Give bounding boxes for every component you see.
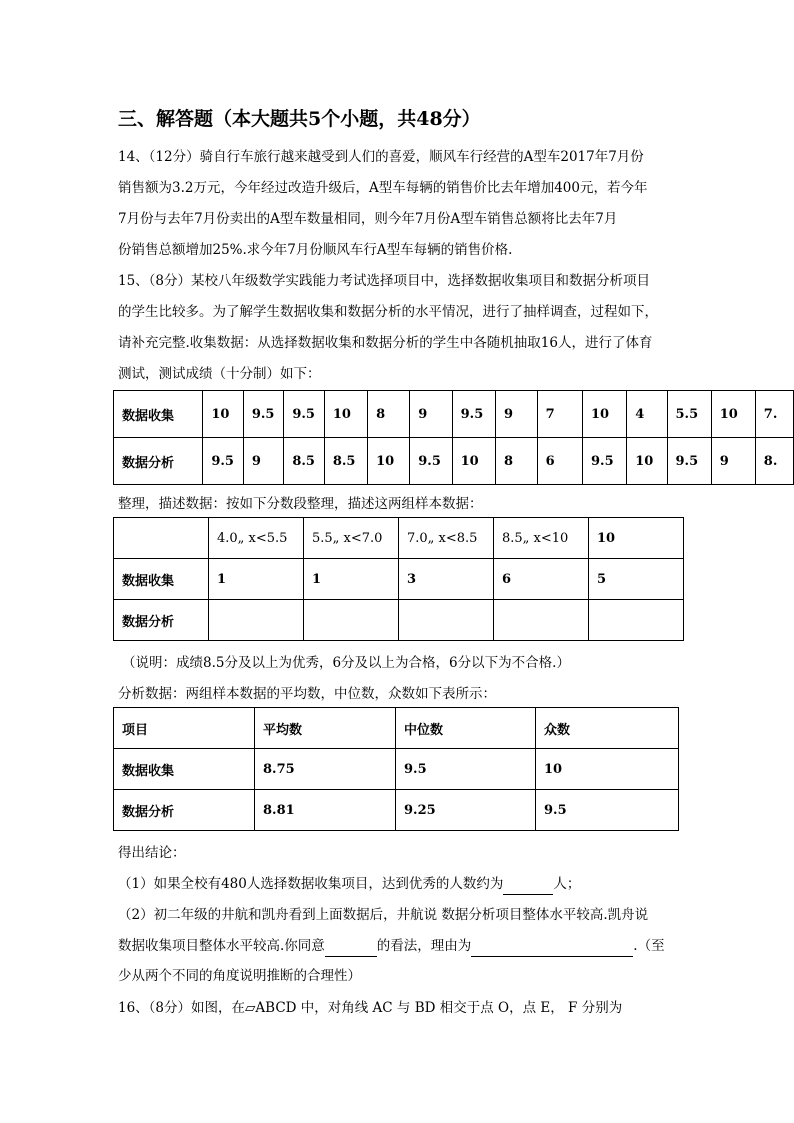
- table-row: [114, 600, 684, 641]
- column-header: 5.5„ x<7.0: [304, 518, 399, 559]
- q15-line: 测试，测试成绩（十分制）如下：: [118, 366, 321, 382]
- analysis-text: 分析数据：两组样本数据的平均数，中位数，众数如下表所示：: [118, 686, 496, 702]
- table-row: [114, 391, 794, 438]
- q14-line: 销售额为3.2万元，今年经过改造升级后，A型车每辆的销售价比去年增加400元，若今年: [118, 180, 648, 196]
- table-cell: 4: [627, 391, 667, 438]
- q14-line: 份销售总额增加25%.求今年7月份顺风车行A型车每辆的销售价格.: [118, 242, 513, 258]
- table-cell: 9.5: [667, 438, 711, 485]
- table-cell[interactable]: [589, 600, 684, 641]
- conclusion-title: 得出结论：: [118, 845, 186, 861]
- table-cell: 数据收集: [114, 749, 255, 790]
- table-cell: 8.75: [255, 749, 396, 790]
- column-header: 中位数: [396, 708, 536, 749]
- row-label: 数据收集: [114, 391, 203, 438]
- table-cell: 10: [452, 438, 495, 485]
- conclusion-2-line1: （2）初二年级的井航和凯舟看到上面数据后，井航说 数据分析项目整体水平较高.凯舟说: [118, 907, 649, 923]
- table-cell: 9.5: [396, 749, 536, 790]
- q14-line: 7月份与去年7月份卖出的A型车数量相同，则今年7月份A型车销售总额将比去年7月: [118, 211, 618, 227]
- conclusion-2-line2: [118, 936, 665, 957]
- answer-blank-3[interactable]: [471, 936, 633, 957]
- table-header-row: [114, 708, 679, 749]
- table-cell: 10: [203, 391, 243, 438]
- column-header: 8.5„ x<10: [494, 518, 589, 559]
- table-cell: 9.25: [396, 790, 536, 831]
- question-16: 16、（8分）如图，在▱ABCD 中，对角线 AC 与 BD 相交于点 O，点 E， F 分别为: [118, 1000, 623, 1016]
- table-cell: 1: [304, 559, 399, 600]
- table-cell: 9: [243, 438, 283, 485]
- stats-table: [113, 707, 679, 831]
- table-cell: 10: [536, 749, 679, 790]
- table-cell: 8.5: [324, 438, 367, 485]
- table-row: [114, 749, 679, 790]
- table-cell[interactable]: [399, 600, 494, 641]
- table-cell: 7.: [755, 391, 793, 438]
- table-row: [114, 438, 794, 485]
- c1-after: 人；: [553, 876, 581, 892]
- table-cell: 8: [368, 391, 410, 438]
- table-cell: 8.5: [284, 438, 324, 485]
- table-cell: 5: [589, 559, 684, 600]
- column-header: [114, 518, 209, 559]
- column-header: 项目: [114, 708, 255, 749]
- table-cell: 5.5: [667, 391, 711, 438]
- table-cell: 8: [495, 438, 537, 485]
- table-cell: 7: [537, 391, 582, 438]
- note-text: （说明：成绩8.5分及以上为优秀，6分及以上为合格，6分以下为不合格.）: [122, 655, 570, 671]
- table-cell[interactable]: [494, 600, 589, 641]
- row-label: 数据收集: [114, 559, 209, 600]
- table-cell[interactable]: [209, 600, 304, 641]
- table-cell: 1: [209, 559, 304, 600]
- table-cell: 10: [583, 391, 627, 438]
- table-cell: 9: [495, 391, 537, 438]
- table-cell: 9.5: [203, 438, 243, 485]
- column-header: 平均数: [255, 708, 396, 749]
- table-cell: 9: [410, 391, 452, 438]
- table-cell: 9.5: [410, 438, 452, 485]
- section-title: 三、解答题（本大题共5个小题，共48分）: [118, 108, 481, 130]
- table-cell: 9: [711, 438, 755, 485]
- column-header: 10: [589, 518, 684, 559]
- table-cell: 3: [399, 559, 494, 600]
- table-cell: 8.81: [255, 790, 396, 831]
- table-cell: 10: [368, 438, 410, 485]
- table-cell: 10: [324, 391, 367, 438]
- table-cell: 9.5: [243, 391, 283, 438]
- row-label: 数据分析: [114, 438, 203, 485]
- organize-text: 整理，描述数据：按如下分数段整理，描述这两组样本数据：: [118, 496, 483, 512]
- conclusion-2-line3: 少从两个不同的角度说明推断的合理性）: [118, 968, 361, 984]
- table-cell: 6: [494, 559, 589, 600]
- segments-table: [113, 517, 684, 641]
- q15-line: 请补充完整.收集数据：从选择数据收集和数据分析的学生中各随机抽取16人，进行了体育: [118, 335, 653, 351]
- table-cell: 8.: [755, 438, 793, 485]
- table-cell: 10: [711, 391, 755, 438]
- table-header-row: [114, 518, 684, 559]
- conclusion-1: [118, 874, 580, 895]
- row-label: 数据分析: [114, 600, 209, 641]
- column-header: 众数: [536, 708, 679, 749]
- column-header: 4.0„ x<5.5: [209, 518, 304, 559]
- c1-before: （1）如果全校有480人选择数据收集项目，达到优秀的人数约为: [118, 876, 504, 892]
- q15-line: 的学生比较多。为了解学生数据收集和数据分析的水平情况，进行了抽样调查，过程如下，: [118, 304, 658, 320]
- q14-line: 14、（12分）骑自行车旅行越来越受到人们的喜爱，顺风车行经营的A型车2017年7月份: [118, 149, 644, 165]
- table-row: [114, 790, 679, 831]
- column-header: 7.0„ x<8.5: [399, 518, 494, 559]
- table-cell: 10: [627, 438, 667, 485]
- table-cell: 9.5: [284, 391, 324, 438]
- table-row: [114, 559, 684, 600]
- table-cell: 9.5: [536, 790, 679, 831]
- answer-blank-1[interactable]: [503, 874, 553, 895]
- c2-part-b: 的看法，理由为: [376, 938, 472, 954]
- table-cell: 9.5: [452, 391, 495, 438]
- answer-blank-2[interactable]: [325, 936, 377, 957]
- table-cell: 数据分析: [114, 790, 255, 831]
- table-cell: 6: [537, 438, 582, 485]
- c2-part-a: 数据收集项目整体水平较高.你同意: [118, 938, 325, 954]
- scores-table: [113, 390, 794, 485]
- c2-part-c: .（至: [633, 938, 665, 954]
- table-cell[interactable]: [304, 600, 399, 641]
- table-cell: 9.5: [583, 438, 627, 485]
- q15-line: 15、（8分）某校八年级数学实践能力考试选择项目中，选择数据收集项目和数据分析项目: [118, 273, 651, 289]
